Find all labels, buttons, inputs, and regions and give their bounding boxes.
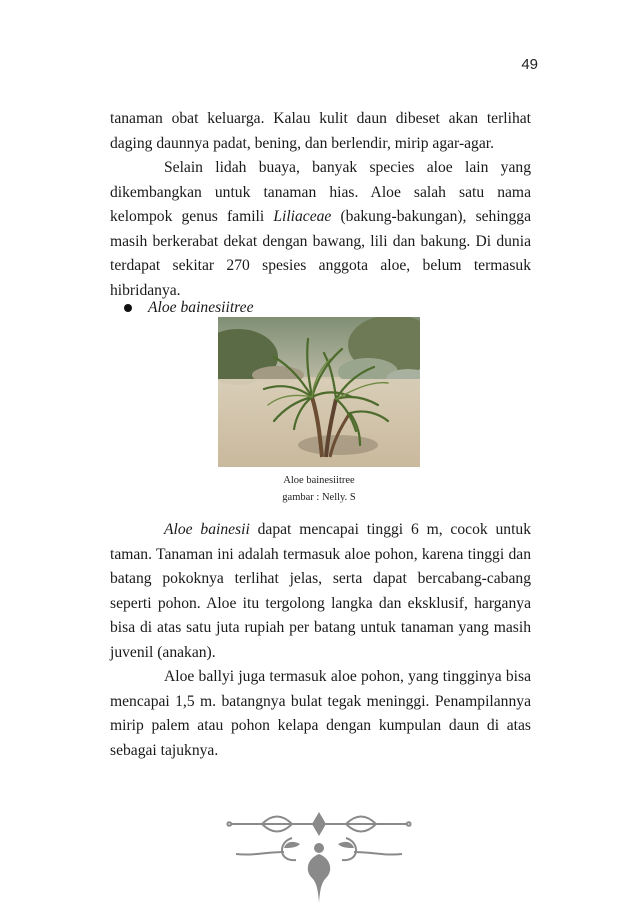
bullet-label: Aloe bainesiitree xyxy=(148,299,254,316)
aloe-photo-image xyxy=(218,317,420,467)
flourish-ornament-icon xyxy=(222,808,416,903)
paragraph-4: Aloe ballyi juga termasuk aloe pohon, yang tingginya bisa mencapai 1,5 m. batangnya bulat tegak meninggi. Penampilannya mirip palem atau pohon kelapa dengan kumpulan daun di atas sebagai tajuknya. xyxy=(110,668,531,759)
paragraph-2-text-b: (bakung-bakungan), sehingga masih berkerabat dekat dengan bawang, lili dan bakung. Di dunia terdapat sekitar 270 spesies anggota aloe, belum termasuk hibridanya. xyxy=(110,208,531,299)
bullet-dot-icon xyxy=(124,304,132,312)
page-number: 49 xyxy=(521,56,538,73)
caption-credit: gambar : Nelly. S xyxy=(282,492,356,503)
paragraph-2-italic: Liliaceae xyxy=(273,208,332,225)
decorative-ornament xyxy=(222,808,416,903)
paragraph-1: tanaman obat keluarga. Kalau kulit daun dibeset akan terlihat daging daunnya padat, bening, dan berlendir, mirip agar-agar. xyxy=(110,110,531,152)
paragraph-2-text-a: Selain lidah buaya, banyak species aloe lain yang dikembangkan untuk tanaman hias. Aloe salah satu nama kelompok genus famili xyxy=(110,159,531,225)
aloe-photo xyxy=(218,317,420,467)
paragraph-2 xyxy=(110,156,531,303)
caption-title: Aloe bainesiitree xyxy=(283,475,355,486)
figure-caption xyxy=(218,472,420,506)
paragraph-3 xyxy=(110,518,531,665)
body-text-upper xyxy=(110,107,531,303)
paragraph-3-text: dapat mencapai tinggi 6 m, cocok untuk taman. Tanaman ini adalah termasuk aloe pohon, karena tinggi dan batang pokoknya terlihat jelas, serta dapat bercabang-cabang seperti pohon. Aloe itu tergolong langka dan eksklusif, harganya bisa di atas satu juta rupiah per batang untuk tanaman yang masih juvenil (anakan). xyxy=(110,521,531,661)
body-text-lower xyxy=(110,518,531,763)
paragraph-3-italic: Aloe bainesii xyxy=(164,521,250,538)
